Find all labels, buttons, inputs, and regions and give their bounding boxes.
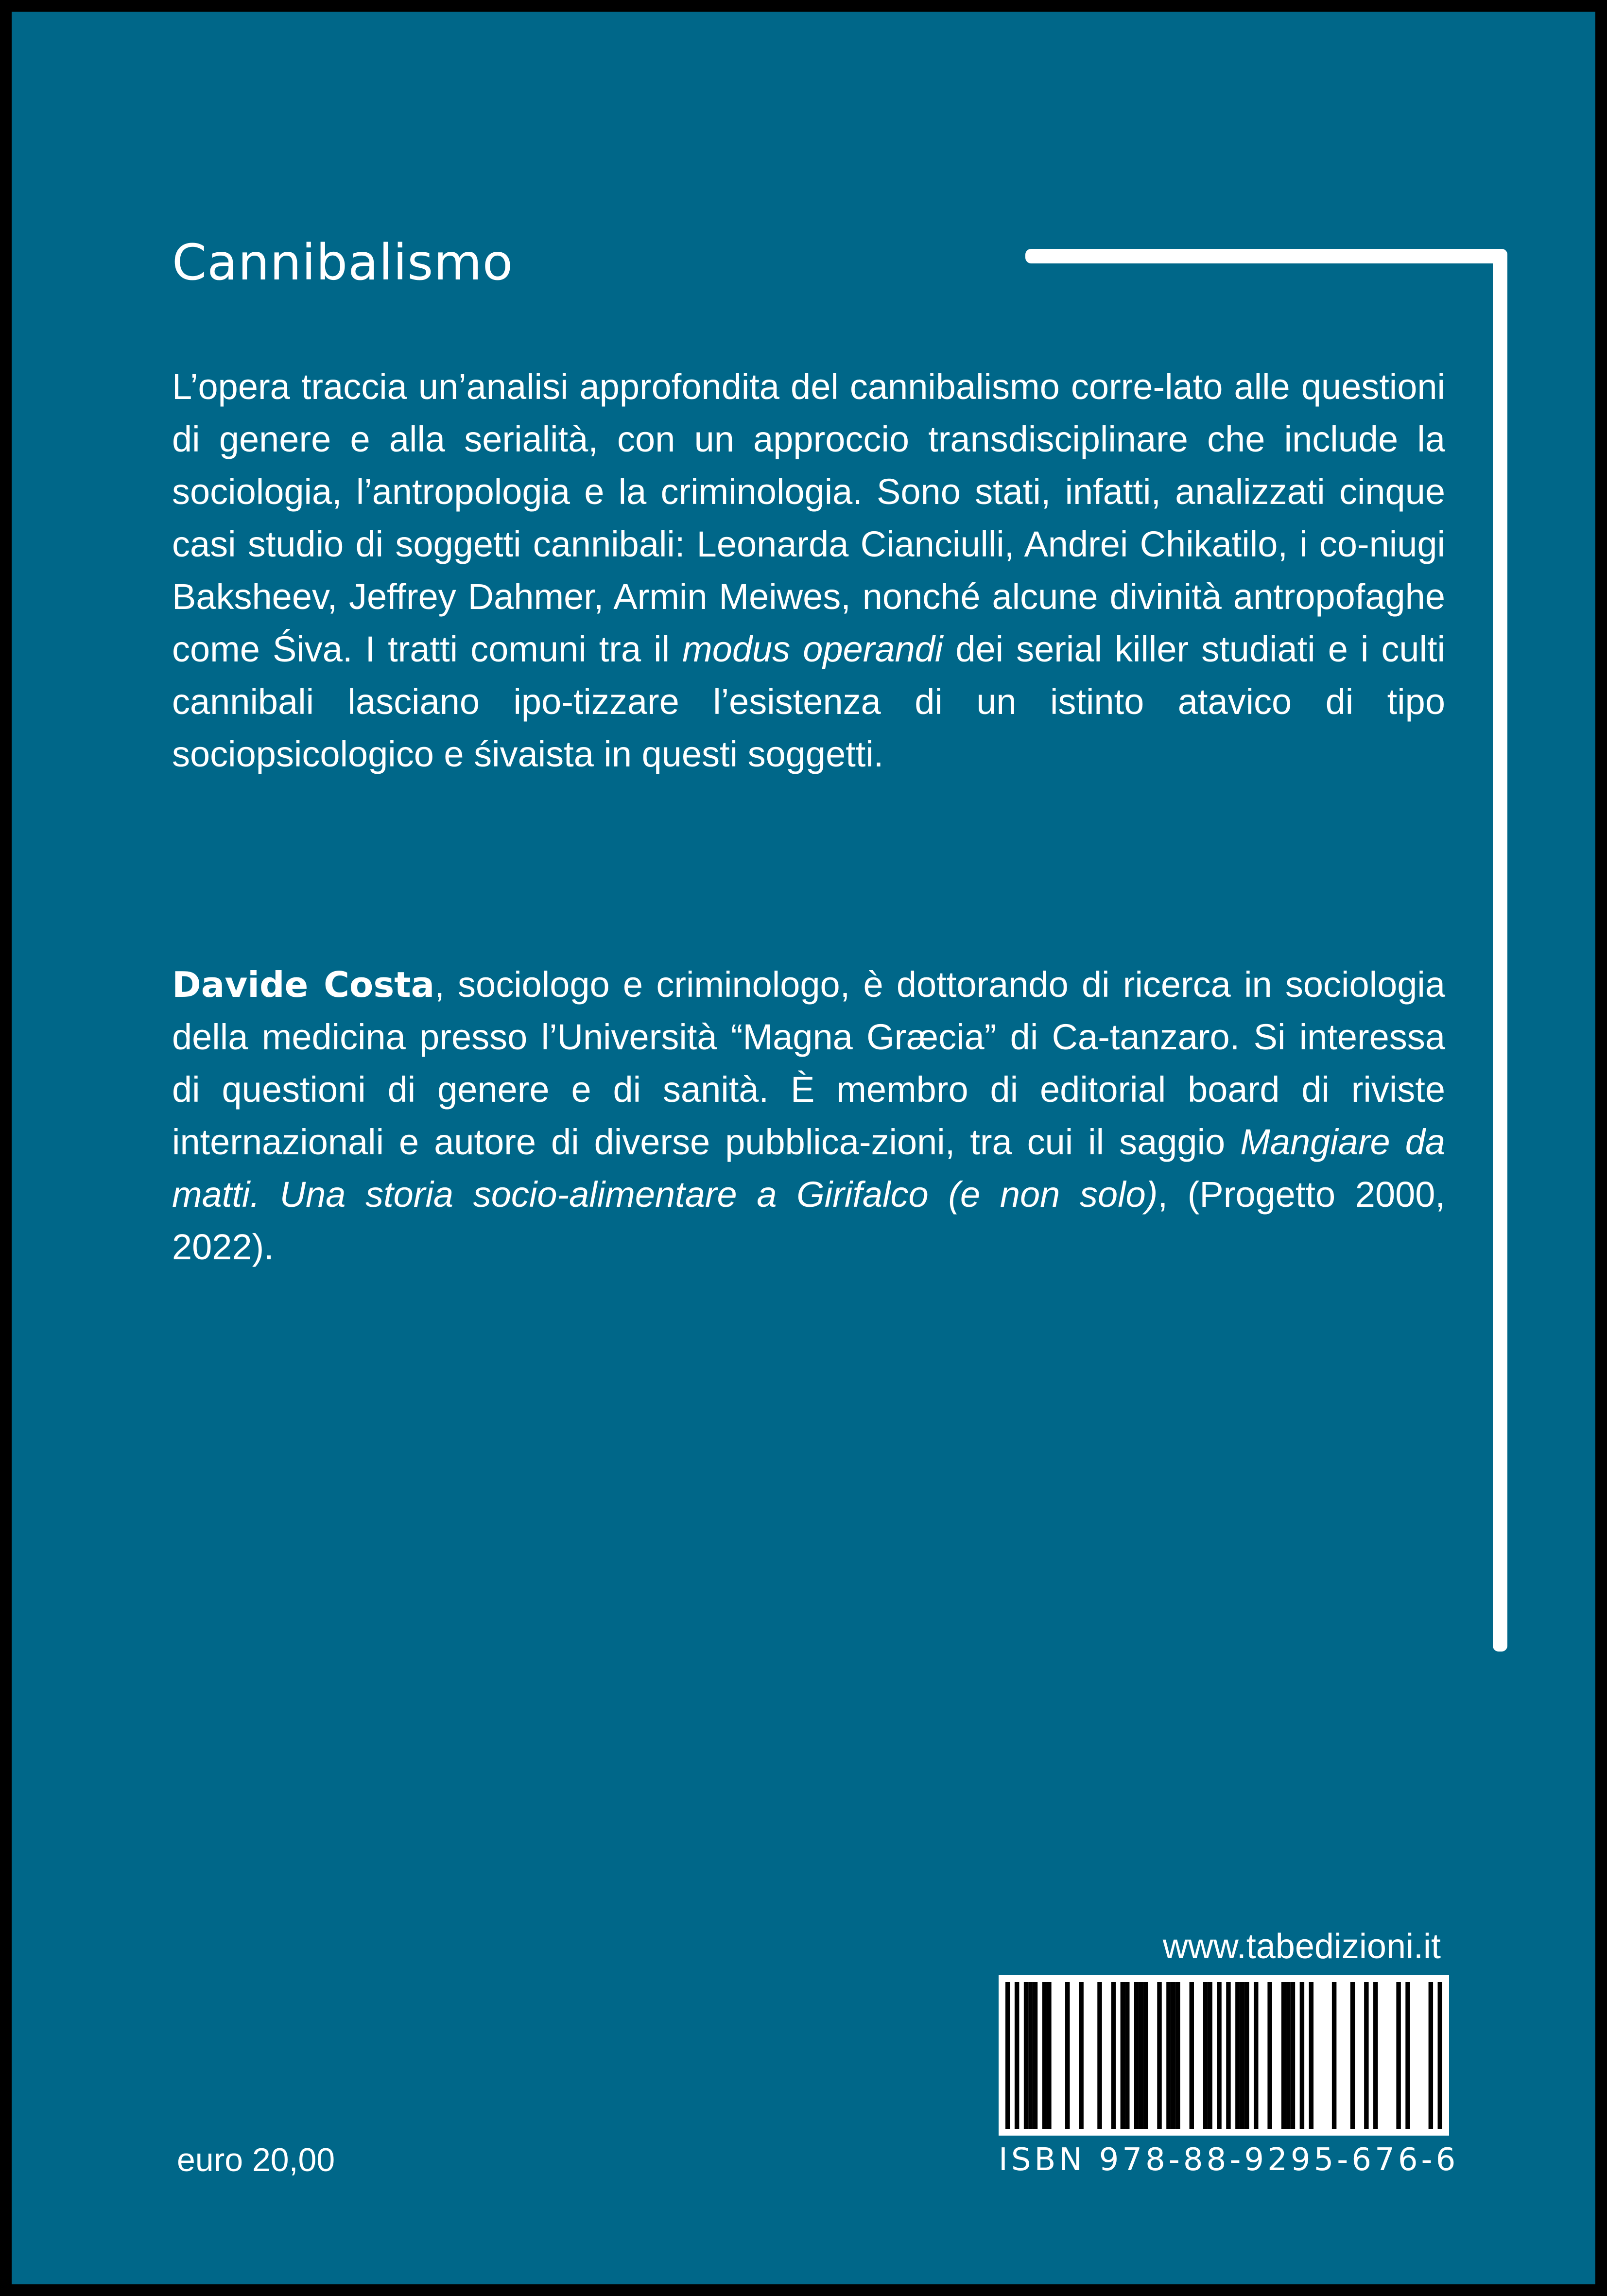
barcode-bar: [1286, 1982, 1290, 2129]
synopsis-text-1: L’opera traccia un’analisi approfondita del cannibalismo corre-lato alle questioni di genere e alla serialità, con un approccio transdisciplinare che include la sociologia, l’antropologia e la criminologia. Sono stati, infatti, analizzati cinque casi studio di soggetti cannibali: Leonarda Cianciulli, Andrei Chikatilo, i co-niugi Baksheev, Jeffrey Dahmer, Armin Meiwes, nonché alcune divinità antropofaghe come Śiva. I tratti comuni tra il: [172, 366, 1445, 669]
barcode-bar: [1364, 1982, 1368, 2129]
price-label: euro 20,00: [177, 2141, 335, 2178]
book-title: Cannibalismo: [172, 234, 514, 292]
barcode-bar: [1240, 1982, 1244, 2129]
barcode-bar: [1254, 1982, 1258, 2129]
barcode-bar: [1332, 1982, 1336, 2129]
barcode-bar: [1190, 1982, 1194, 2129]
barcode-bar: [1005, 1982, 1010, 2129]
barcode-bar: [1033, 1982, 1037, 2129]
barcode-bar: [1226, 1982, 1230, 2129]
isbn-barcode: [999, 1975, 1449, 2136]
barcode-bar: [1438, 1982, 1442, 2129]
barcode-bar: [1300, 1982, 1304, 2129]
barcode-bar: [1028, 1982, 1033, 2129]
barcode-bar: [1125, 1982, 1129, 2129]
barcode-bar: [1121, 1982, 1125, 2129]
barcode-bar: [1024, 1982, 1028, 2129]
barcode-bar: [1079, 1982, 1083, 2129]
barcode-bar: [1373, 1982, 1378, 2129]
barcode-bar: [1166, 1982, 1171, 2129]
barcode-bar: [1281, 1982, 1286, 2129]
barcode-bar: [1111, 1982, 1116, 2129]
barcode-bar: [1396, 1982, 1400, 2129]
barcode-bar: [1042, 1982, 1047, 2129]
back-cover: [12, 12, 1595, 2284]
barcode-bar: [1267, 1982, 1272, 2129]
synopsis-text-2: dei serial killer studiati e i culti cannibali lasciano ipo-tizzare l’esistenza di un istinto atavico di tipo sociopsicologico e śivaista in questi soggetti.: [172, 629, 1446, 774]
isbn-number: ISBN 978-88-9295-676-6: [999, 2142, 1459, 2178]
barcode-bar: [1291, 1982, 1295, 2129]
barcode-bar: [1405, 1982, 1410, 2129]
author-bio-text-2: , (Progetto 2000, 2022).: [172, 1174, 1445, 1267]
barcode-bar: [1171, 1982, 1175, 2129]
publisher-website: www.tabedizioni.it: [1162, 1927, 1441, 1966]
barcode-bar: [1139, 1982, 1143, 2129]
barcode-bar: [1217, 1982, 1221, 2129]
author-bio-paragraph: [172, 958, 1445, 1273]
barcode-bar: [1208, 1982, 1212, 2129]
barcode-bar: [1244, 1982, 1249, 2129]
frame-right-line: [1493, 249, 1507, 1652]
barcode-bar: [1429, 1982, 1433, 2129]
barcode-bar: [1350, 1982, 1355, 2129]
barcode-bar: [1309, 1982, 1313, 2129]
barcode-bar: [1065, 1982, 1070, 2129]
author-name: Davide Costa: [172, 964, 435, 1005]
barcode-bar: [1143, 1982, 1148, 2129]
author-bio-text-1: , sociologo e criminologo, è dottorando di ricerca in sociologia della medicina presso l’Università “Magna Græcia” di Ca-tanzaro. Si interessa di questioni di genere e di sanità. È membro di editorial board di riviste internazionali e autore di diverse pubblica-zioni, tra cui il saggio: [172, 964, 1445, 1162]
author-book-title: Mangiare da matti. Una storia socio-alimentare a Girifalco (e non solo): [172, 1122, 1446, 1215]
barcode-bar: [1097, 1982, 1102, 2129]
synopsis-paragraph: [172, 361, 1445, 781]
barcode-bar: [1175, 1982, 1180, 2129]
synopsis-italic-term: modus operandi: [682, 629, 943, 669]
barcode-bar: [1235, 1982, 1240, 2129]
barcode-bar: [1134, 1982, 1139, 2129]
barcode-graphic: [1005, 1982, 1442, 2129]
frame-top-line: [1025, 249, 1507, 263]
barcode-bar: [1047, 1982, 1051, 2129]
barcode-bar: [1203, 1982, 1208, 2129]
barcode-bar: [1015, 1982, 1019, 2129]
barcode-bar: [1157, 1982, 1161, 2129]
